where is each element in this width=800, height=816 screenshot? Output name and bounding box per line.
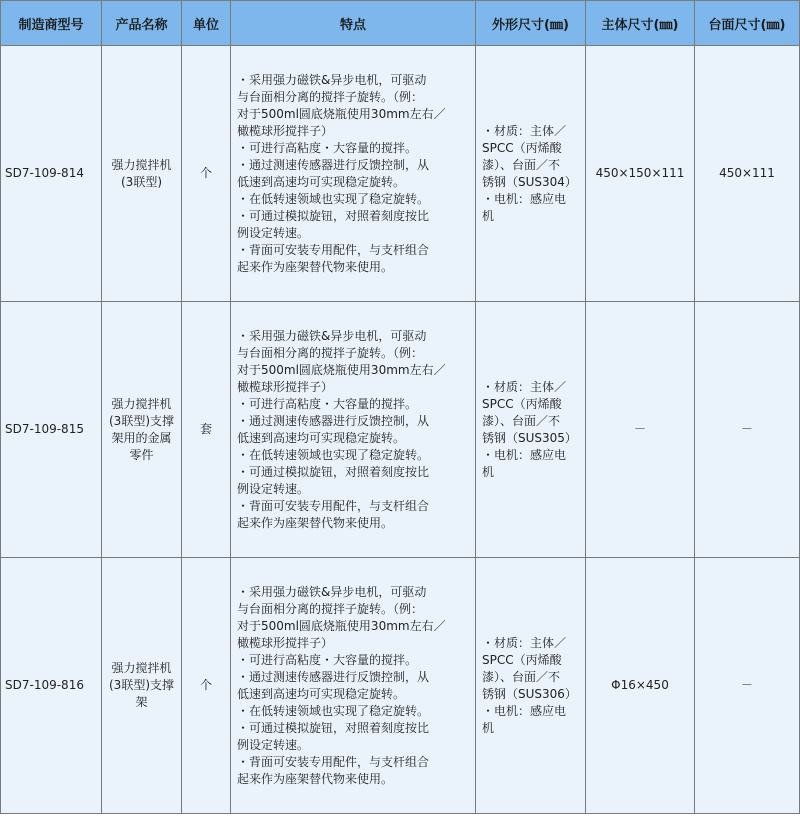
feature-line: 例设定转速。 <box>237 481 310 496</box>
header-outer-size: 外形尺寸(㎜) <box>476 1 586 46</box>
feature-line: ・可通过模拟旋钮，对照着刻度按比 <box>237 208 430 223</box>
features-cell <box>231 46 476 302</box>
feature-line: 低速到高速均可实现稳定旋转。 <box>237 174 406 189</box>
feature-line: 橄榄球形搅拌子） <box>237 123 334 138</box>
material-line: 机 <box>482 720 495 735</box>
material-line: ・电机：感应电 <box>482 447 567 462</box>
unit-cell: 套 <box>182 302 231 558</box>
material-line: 漆）、台面／不 <box>482 669 561 684</box>
model-cell: SD7-109-815 <box>1 302 102 558</box>
features-cell <box>231 558 476 814</box>
material-line: 机 <box>482 464 495 479</box>
feature-line: 橄榄球形搅拌子） <box>237 379 334 394</box>
feature-line: ・采用强力磁铁&异步电机，可驱动 <box>237 328 427 343</box>
outer-size-cell <box>476 302 586 558</box>
header-model: 制造商型号 <box>1 1 102 46</box>
product-name-cell: 强力搅拌机(3联型) <box>102 46 182 302</box>
features-cell <box>231 302 476 558</box>
table-row <box>1 558 800 814</box>
material-line: 锈钢（SUS304） <box>482 174 577 189</box>
material-line: ・电机：感应电 <box>482 191 567 206</box>
feature-line: ・在低转速领域也实现了稳定旋转。 <box>237 191 430 206</box>
material-line: SPCC（丙烯酸 <box>482 652 562 667</box>
feature-line: ・可通过模拟旋钮，对照着刻度按比 <box>237 464 430 479</box>
feature-line: ・可进行高粘度・大容量的搅拌。 <box>237 396 418 411</box>
feature-line: ・通过测速传感器进行反馈控制，从 <box>237 413 430 428</box>
header-body-size: 主体尺寸(㎜) <box>586 1 695 46</box>
feature-line: 对于500ml圆底烧瓶使用30mm左右／ <box>237 618 446 633</box>
feature-line: 与台面相分离的搅拌子旋转。（例： <box>237 345 424 360</box>
body-size-cell: 450×150×111 <box>586 46 695 302</box>
feature-line: 例设定转速。 <box>237 737 310 752</box>
model-cell: SD7-109-814 <box>1 46 102 302</box>
material-line: ・材质：主体／ <box>482 123 567 138</box>
feature-line: ・背面可安装专用配件，与支杆组合 <box>237 242 430 257</box>
feature-line: 起来作为座架替代物来使用。 <box>237 771 394 786</box>
feature-line: ・通过测速传感器进行反馈控制，从 <box>237 669 430 684</box>
feature-line: 对于500ml圆底烧瓶使用30mm左右／ <box>237 362 446 377</box>
feature-line: 低速到高速均可实现稳定旋转。 <box>237 686 406 701</box>
table-row <box>1 302 800 558</box>
material-line: 漆）、台面／不 <box>482 413 561 428</box>
table-row <box>1 46 800 302</box>
feature-line: ・采用强力磁铁&异步电机，可驱动 <box>237 72 427 87</box>
feature-line: ・可通过模拟旋钮，对照着刻度按比 <box>237 720 430 735</box>
header-row <box>1 1 800 46</box>
product-name-cell: 强力搅拌机(3联型)支撑架用的金属零件 <box>102 302 182 558</box>
feature-line: ・通过测速传感器进行反馈控制，从 <box>237 157 430 172</box>
material-line: ・材质：主体／ <box>482 379 567 394</box>
feature-line: ・在低转速领域也实现了稳定旋转。 <box>237 703 430 718</box>
unit-cell: 个 <box>182 46 231 302</box>
material-line: 漆）、台面／不 <box>482 157 561 172</box>
body-size-cell: Φ16×450 <box>586 558 695 814</box>
header-unit: 单位 <box>182 1 231 46</box>
material-line: ・材质：主体／ <box>482 635 567 650</box>
header-table-size: 台面尺寸(㎜) <box>695 1 800 46</box>
material-line: ・电机：感应电 <box>482 703 567 718</box>
material-line: SPCC（丙烯酸 <box>482 396 562 411</box>
feature-line: 低速到高速均可实现稳定旋转。 <box>237 430 406 445</box>
material-line: 锈钢（SUS305） <box>482 430 577 445</box>
material-line: SPCC（丙烯酸 <box>482 140 562 155</box>
feature-line: ・可进行高粘度・大容量的搅拌。 <box>237 652 418 667</box>
feature-line: 起来作为座架替代物来使用。 <box>237 259 394 274</box>
feature-line: ・背面可安装专用配件，与支杆组合 <box>237 754 430 769</box>
model-cell: SD7-109-816 <box>1 558 102 814</box>
header-features: 特点 <box>231 1 476 46</box>
outer-size-cell <box>476 46 586 302</box>
feature-line: 例设定转速。 <box>237 225 310 240</box>
feature-line: ・采用强力磁铁&异步电机，可驱动 <box>237 584 427 599</box>
product-name-cell: 强力搅拌机(3联型)支撑架 <box>102 558 182 814</box>
feature-line: 对于500ml圆底烧瓶使用30mm左右／ <box>237 106 446 121</box>
table-size-cell: 450×111 <box>695 46 800 302</box>
feature-line: ・可进行高粘度・大容量的搅拌。 <box>237 140 418 155</box>
feature-line: 橄榄球形搅拌子） <box>237 635 334 650</box>
feature-line: ・背面可安装专用配件，与支杆组合 <box>237 498 430 513</box>
body-size-cell: － <box>586 302 695 558</box>
table-size-cell: － <box>695 302 800 558</box>
unit-cell: 个 <box>182 558 231 814</box>
feature-line: 与台面相分离的搅拌子旋转。（例： <box>237 89 424 104</box>
table-size-cell: － <box>695 558 800 814</box>
feature-line: 起来作为座架替代物来使用。 <box>237 515 394 530</box>
outer-size-cell <box>476 558 586 814</box>
feature-line: 与台面相分离的搅拌子旋转。（例： <box>237 601 424 616</box>
material-line: 机 <box>482 208 495 223</box>
material-line: 锈钢（SUS306） <box>482 686 577 701</box>
feature-line: ・在低转速领域也实现了稳定旋转。 <box>237 447 430 462</box>
header-product-name: 产品名称 <box>102 1 182 46</box>
